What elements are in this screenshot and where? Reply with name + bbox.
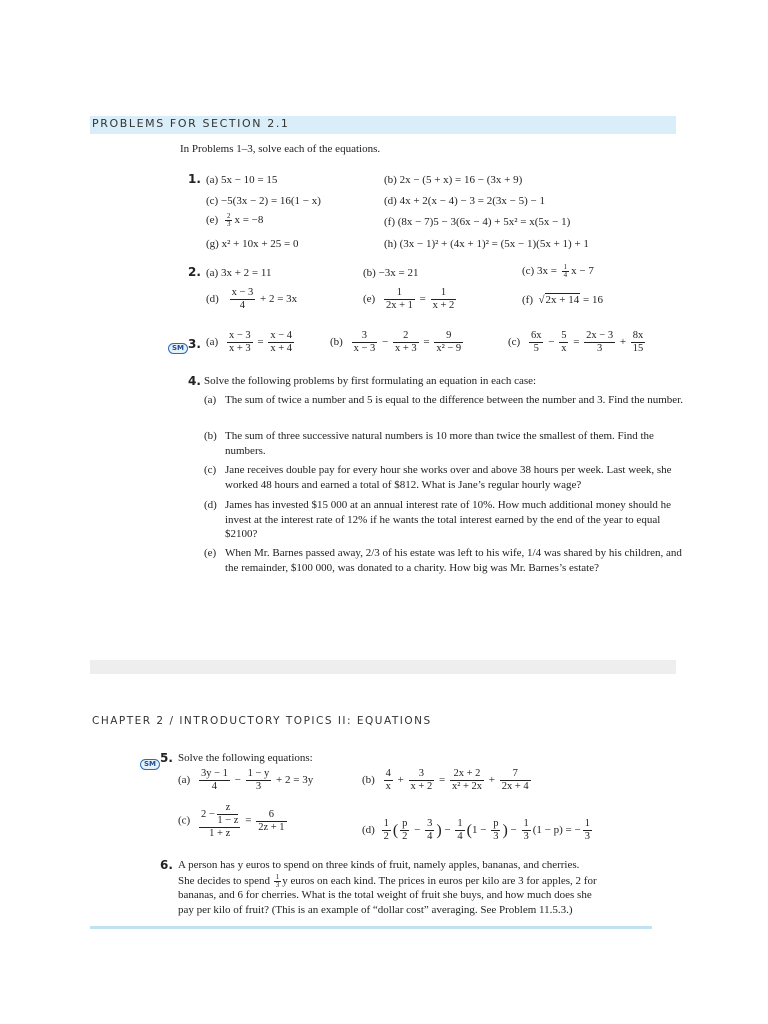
problem-3b: (b) $\frac{3}{x - 3}$ − $\frac{2}{x + 3}$ = $\frac{9}{\text{x² − 9}}$ [330, 330, 462, 354]
bottom-rule [90, 926, 652, 929]
problem-3-number: 3. [188, 337, 201, 351]
problem-5b-label: (b) [362, 774, 375, 787]
problem-1e-label: (e) [206, 214, 219, 227]
chapter-title: CHAPTER 2 / INTRODUCTORY TOPICS II: EQUATIONS [92, 715, 432, 727]
section-title: PROBLEMS FOR SECTION 2.1 [92, 117, 290, 130]
problem-1c: (c) −5(3x − 2) = 16(1 − x) [206, 195, 321, 207]
problem-5a: (a) $\frac{3y - 1}{4}$ − $\frac{1 - y}{3}$ + 2 = 3y [178, 768, 314, 792]
problem-2-number: 2. [188, 265, 201, 279]
problem-3c: (c) $\frac{6x}{5}$ − $\frac{5}{x}$ = $\frac{2x - 3}{3}$ + $\frac{8x}{15}$ [508, 330, 644, 354]
problem-5d: (d) $\frac{1}{2}$ ( $\frac{p}{2}$ − $\frac{3}{4}$ ) − $\frac{1}{4}$ (1 − $\frac{p}{3}$ ) − $\frac{1}{3}$ (1 − p) = − $\frac{1}{3}$ [362, 818, 590, 842]
problem-2f-radicand: 2x + 14 [545, 294, 580, 306]
problem-6-line-2: She decides to spend $\frac{1}{3}$ y euros on each kind. The prices in euros per kilo are 3 for apples, 2 for [178, 873, 597, 889]
problem-4-number: 4. [188, 374, 201, 388]
problem-3a: (a) $\frac{x - 3}{x + 3}$ = $\frac{x - 4}{x + 4}$ [206, 330, 293, 354]
problem-2e-label: (e) [363, 293, 376, 306]
problem-1h: (h) (3x − 1)² + (4x + 1)² = (5x − 1)(5x + 1) + 1 [384, 238, 589, 250]
problem-5a-label: (a) [178, 774, 191, 787]
problem-4-lead: Solve the following problems by first formulating an equation in each case: [204, 375, 537, 387]
problem-2d-label: (d) [206, 293, 219, 306]
problem-5b: (b) $\frac{4}{x}$ + $\frac{3}{x + 2}$ = $\frac{2x + 2}{\text{x² + 2x}}$ + $\frac{7}{2x + 4}$ [362, 768, 529, 792]
problem-1e-equation: x = −8 [234, 214, 264, 227]
problem-1b: (b) 2x − (5 + x) = 16 − (3x + 9) [384, 174, 523, 186]
problem-2d: (d) $\frac{x - 3}{4}$ + 2 = 3x [206, 287, 298, 311]
problem-2f: (f) √2x + 14 = 16 [522, 294, 603, 306]
sm-badge-5-text: SM [140, 759, 160, 770]
problem-4d-text: James has invested $15 000 at an annual interest rate of 10%. How much additional money should he invest at the interest rate of 12% if he wants the total interest earned by the end of the year to equal $2100? [225, 499, 672, 540]
problem-5c-label: (c) [178, 814, 191, 827]
problem-2c-label: (c) 3x = [522, 265, 557, 278]
problem-5d-label: (d) [362, 824, 375, 837]
problem-6-line-1: A person has y euros to spend on three kinds of fruit, namely apples, bananas, and cherries. [178, 859, 580, 871]
problem-2f-label: (f) [522, 294, 533, 306]
problem-1e: (e) $\frac{2}{3}$ x = −8 [206, 212, 264, 228]
sm-badge-5 [140, 753, 160, 771]
problem-2b: (b) −3x = 21 [363, 267, 419, 279]
problem-2d-rest: + 2 = 3x [260, 293, 298, 306]
problem-5c: (c) 2 − $\frac{z}{1 - z}$ 1 + z = $\frac{6}{2z + 1}$ [178, 802, 285, 839]
sm-badge-3-text: SM [168, 343, 188, 354]
problem-2a: (a) 3x + 2 = 11 [206, 267, 272, 279]
problem-4e-text: When Mr. Barnes passed away, 2/3 of his estate was left to his wife, 1/4 was shared by his children, and the remainder, $100 000, was donated to a charity. How big was Mr. Barnes’s estate? [225, 547, 682, 574]
sm-badge-3 [168, 337, 188, 355]
problem-6-line-3: bananas, and 6 for cherries. What is the total weight of fruit she buys, and how much does she [178, 889, 592, 901]
problem-4b-label: (b) [204, 430, 217, 442]
problem-6-line-4: pay per kilo of fruit? (This is an example of “dollar cost” averaging. See Problem 11.5.3.) [178, 904, 573, 916]
problem-4c-text: Jane receives double pay for every hour she works over and above 38 hours per week. Last week, she worked 48 hours and earned a total of $812. What is Jane’s regular hourly wage? [225, 464, 672, 491]
problem-4a-label: (a) [204, 394, 217, 406]
problem-6-line-2b: y euros on each kind. The prices in euros per kilo are 3 for apples, 2 for [282, 875, 597, 888]
problem-2f-rest: = 16 [583, 294, 603, 306]
page-break-divider [90, 660, 676, 674]
problem-4d-label: (d) [204, 499, 217, 511]
problem-1f: (f) (8x − 7)5 − 3(6x − 4) + 5x² = x(5x − 1) [384, 216, 571, 228]
problem-4e-label: (e) [204, 547, 217, 559]
problem-1g: (g) x² + 10x + 25 = 0 [206, 238, 299, 250]
problem-1-number: 1. [188, 172, 201, 186]
intro-text: In Problems 1–3, solve each of the equations. [180, 143, 381, 155]
problem-1d: (d) 4x + 2(x − 4) − 3 = 2(3x − 5) − 1 [384, 195, 545, 207]
problem-4b-text: The sum of three successive natural numbers is 10 more than twice the smallest of them. Find the numbers. [225, 430, 654, 457]
problem-3a-label: (a) [206, 336, 219, 349]
problem-4a-text: The sum of twice a number and 5 is equal to the difference between the number and 3. Find the number. [225, 394, 683, 406]
problem-3b-label: (b) [330, 336, 343, 349]
problem-5-number: 5. [160, 751, 173, 765]
problem-6-number: 6. [160, 858, 173, 872]
problem-5-lead: Solve the following equations: [178, 752, 313, 764]
problem-2c-rest: x − 7 [571, 265, 594, 278]
problem-2c: (c) 3x = $\frac{1}{4}$ x − 7 [522, 263, 594, 279]
problem-1a: (a) 5x − 10 = 15 [206, 174, 278, 186]
problem-3c-label: (c) [508, 336, 521, 349]
problem-2e: (e) $\frac{1}{2x + 1}$ = $\frac{1}{x + 2}$ [363, 287, 455, 311]
problem-6-line-2a: She decides to spend [178, 875, 270, 888]
problem-4c-label: (c) [204, 464, 217, 476]
